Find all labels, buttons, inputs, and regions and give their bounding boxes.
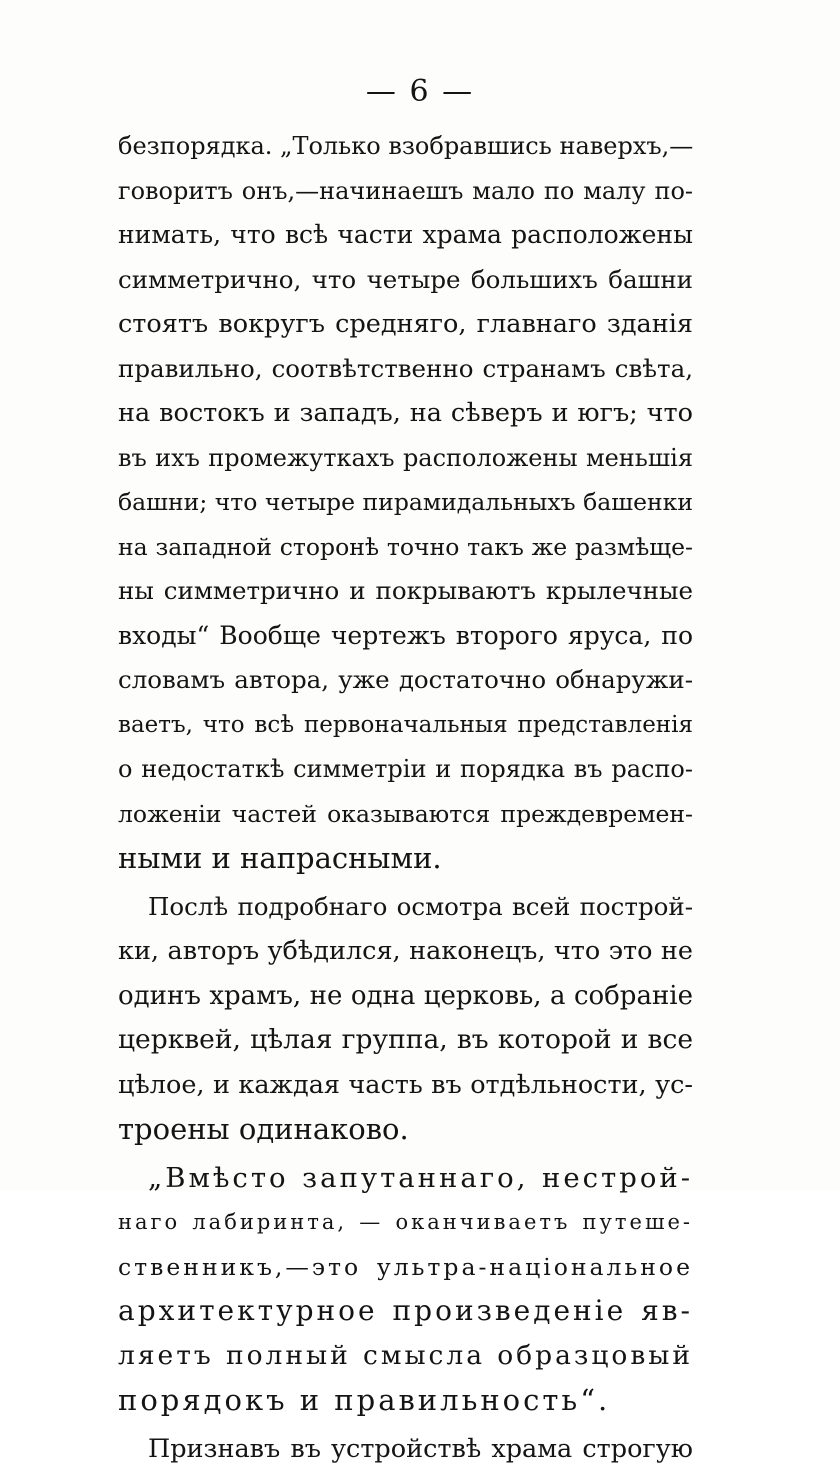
body-text [118,124,693,1471]
text-line: ки, авторъ убѣдился, наконецъ, что это не [118,929,693,974]
text-line: башни; что четыре пирамидальныхъ башенки [118,480,693,525]
text-line: цѣлое, и каждая часть въ отдѣльности, ус- [118,1063,693,1108]
text-line: нимать, что всѣ части храма расположены [118,213,693,258]
text-line: въ ихъ промежуткахъ расположены меньшія [118,436,693,481]
text-line: Послѣ подробнаго осмотра всей построй- [118,885,693,930]
text-line: ваетъ, что всѣ первоначальныя представленія [118,703,693,748]
page-number: — 6 — [0,74,840,109]
text-line: симметрично, что четыре большихъ башни [118,258,693,303]
paragraph-2 [118,885,693,1152]
text-line: ложеніи частей оказываются преждевремен- [118,792,693,837]
paragraph-4 [118,1427,693,1471]
text-line: говоритъ онъ,—начинаешъ мало по малу по- [118,169,693,214]
text-line: о недостаткѣ симметріи и порядка въ распо- [118,747,693,792]
text-line: троены одинаково. [118,1107,693,1152]
text-line: „Вмѣсто запутаннаго, нестрой- [118,1156,693,1201]
text-line: на западной сторонѣ точно такъ же размѣще- [118,525,693,570]
text-line: словамъ автора, уже достаточно обнаружи- [118,658,693,703]
text-line: ны симметрично и покрываютъ крылечные [118,569,693,614]
text-line: входы“ Вообще чертежъ второго яруса, по [118,614,693,659]
paragraph-3-quote [118,1156,693,1423]
text-line: порядокъ и правильность“. [118,1378,693,1423]
text-line: наго лабиринта, — оканчиваетъ путеше- [118,1200,693,1245]
text-line: ными и напрасными. [118,836,693,881]
text-line: правильно, соотвѣтственно странамъ свѣта, [118,347,693,392]
text-line: одинъ храмъ, не одна церковь, а собраніе [118,974,693,1019]
text-line: ственникъ,—это ультра-національное [118,1245,693,1290]
text-line: архитектурное произведеніе яв- [118,1289,693,1334]
text-line: ляетъ полный смысла образцовый [118,1334,693,1379]
text-line: безпорядка. „Только взобравшись наверхъ,— [118,124,693,169]
text-line: церквей, цѣлая группа, въ которой и все [118,1018,693,1063]
paragraph-1 [118,124,693,881]
text-line: на востокъ и западъ, на сѣверъ и югъ; что [118,391,693,436]
text-line: Признавъ въ устройствѣ храма строгую [118,1427,693,1471]
text-line: стоятъ вокругъ средняго, главнаго зданія [118,302,693,347]
